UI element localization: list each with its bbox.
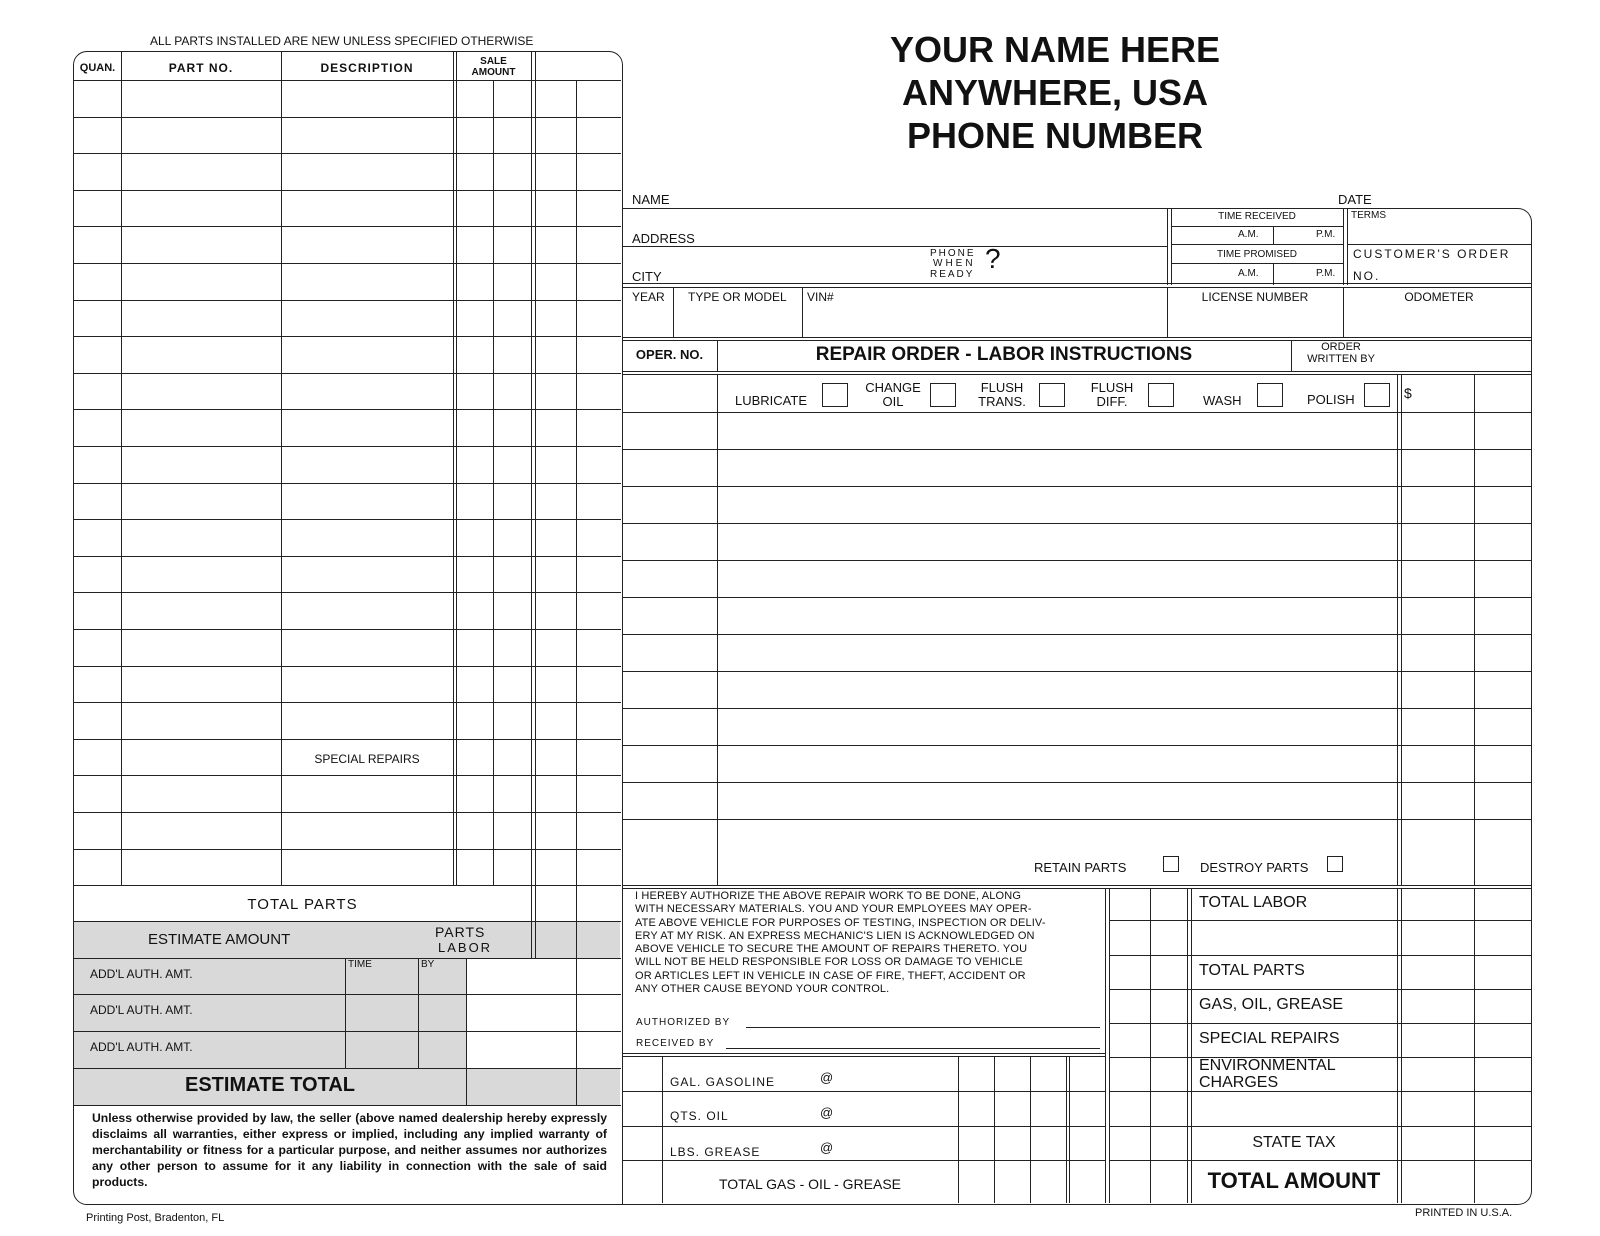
parts-description-cell[interactable]: [283, 814, 451, 847]
parts-quan-cell[interactable]: [76, 631, 119, 664]
parts-description-cell[interactable]: [283, 338, 451, 371]
parts-sale-amount-cell[interactable]: [458, 521, 529, 554]
labor-instruction-line[interactable]: [720, 747, 1395, 780]
name-label: NAME: [632, 192, 670, 207]
business-phone: PHONE NUMBER: [906, 115, 1203, 156]
parts-row-divider: [74, 666, 621, 667]
col-quan-header: QUAN.: [79, 62, 116, 74]
parts-notice: ALL PARTS INSTALLED ARE NEW UNLESS SPECIFIED OTHERWISE: [150, 34, 534, 48]
parts-row-divider: [74, 592, 621, 593]
parts-description-cell[interactable]: [283, 558, 451, 591]
parts-description-cell[interactable]: [283, 594, 451, 627]
polish-checkbox[interactable]: [1364, 383, 1390, 407]
parts-sale-amount-cell[interactable]: [458, 814, 529, 847]
type-model-label: TYPE OR MODEL: [688, 290, 787, 304]
dollar-sign: $: [1404, 385, 1412, 401]
state-tax-value[interactable]: [1402, 1127, 1530, 1159]
retain-parts-label: RETAIN PARTS: [1034, 860, 1127, 875]
parts-sale-amount-cell[interactable]: [458, 192, 529, 225]
parts-description-cell[interactable]: [283, 851, 451, 884]
date-label: DATE: [1338, 192, 1372, 207]
parts-partno-cell[interactable]: [123, 558, 279, 591]
parts-partno-cell[interactable]: [123, 814, 279, 847]
parts-partno-cell[interactable]: [123, 741, 279, 774]
parts-row-divider: [74, 263, 621, 264]
parts-row-divider: [74, 336, 621, 337]
authorization-line: ATE ABOVE VEHICLE FOR PURPOSES OF TESTING, INSPECTION OR DELIV-: [635, 916, 1046, 929]
parts-description-cell[interactable]: [283, 265, 451, 298]
gas-oil-grease-label: GAS, OIL, GREASE: [1199, 996, 1344, 1013]
flush-trans-label-2: TRANS.: [978, 394, 1026, 409]
phone-when-ready-2: WHEN: [933, 258, 976, 269]
labor-row-divider: [622, 486, 1531, 487]
parts-description-cell[interactable]: [283, 375, 451, 408]
parts-partno-cell[interactable]: [123, 448, 279, 481]
parts-sale-amount-cell[interactable]: [458, 228, 529, 261]
labor-row-divider: [622, 671, 1531, 672]
gasoline-label: GAL. GASOLINE: [670, 1075, 776, 1089]
parts-quan-cell[interactable]: [76, 704, 119, 737]
addl-auth-label-2: ADD'L AUTH. AMT.: [90, 1003, 193, 1017]
city-label: CITY: [632, 269, 662, 284]
parts-row-divider: [74, 702, 621, 703]
parts-partno-cell[interactable]: [123, 192, 279, 225]
by-label: BY: [421, 959, 435, 970]
flush-trans-checkbox[interactable]: [1039, 383, 1065, 407]
parts-sale-amount-cell[interactable]: [458, 851, 529, 884]
labor-instruction-line[interactable]: [720, 784, 1395, 817]
authorization-line: ABOVE VEHICLE TO SECURE THE AMOUNT OF REPAIRS THERETO. YOU: [635, 943, 1028, 956]
labor-instructions-title: REPAIR ORDER - LABOR INSTRUCTIONS: [815, 344, 1193, 365]
authorization-line: ERY AT MY RISK. AN EXPRESS MECHANIC'S LIEN IS ACKNOWLEDGED ON: [635, 929, 1035, 942]
received-by-signature[interactable]: [726, 1031, 1100, 1048]
labor-instruction-line[interactable]: [720, 451, 1395, 484]
oil-label: QTS. OIL: [670, 1109, 729, 1123]
parts-quan-cell[interactable]: [76, 485, 119, 518]
parts-description-cell[interactable]: [283, 302, 451, 335]
labor-row-divider: [622, 708, 1531, 709]
flush-trans-label: FLUSH: [980, 380, 1024, 395]
parts-sale-amount-cell[interactable]: [458, 741, 529, 774]
parts-description-cell[interactable]: [283, 411, 451, 444]
parts-quan-cell[interactable]: [76, 155, 119, 188]
gasoline-at: @: [820, 1070, 834, 1085]
special-repairs-label: SPECIAL REPAIRS: [314, 752, 420, 766]
parts-row-divider: [74, 300, 621, 301]
labor-instruction-line[interactable]: [720, 636, 1395, 669]
time-promised-pm: P.M.: [1316, 268, 1336, 279]
parts-partno-cell[interactable]: [123, 82, 279, 115]
estimate-amount-band-right: [538, 921, 620, 958]
environmental-charges-value[interactable]: [1402, 1058, 1530, 1090]
parts-quan-cell[interactable]: [76, 814, 119, 847]
parts-row-divider: [74, 409, 621, 410]
time-received-am: A.M.: [1238, 229, 1259, 240]
parts-quan-cell[interactable]: [76, 338, 119, 371]
parts-partno-cell[interactable]: [123, 485, 279, 518]
addl-auth-label-1: ADD'L AUTH. AMT.: [90, 967, 193, 981]
license-number-label: LICENSE NUMBER: [1201, 290, 1309, 304]
parts-description-cell[interactable]: [283, 631, 451, 664]
wash-checkbox[interactable]: [1257, 383, 1283, 407]
authorization-line: ANY OTHER CAUSE BEYOND YOUR CONTROL.: [635, 983, 890, 996]
parts-sale-amount-cell[interactable]: [458, 265, 529, 298]
parts-quan-cell[interactable]: [76, 448, 119, 481]
phone-question-mark: ?: [985, 243, 1001, 274]
parts-partno-cell[interactable]: [123, 265, 279, 298]
parts-sale-amount-cell[interactable]: [458, 558, 529, 591]
parts-quan-cell[interactable]: [76, 192, 119, 225]
parts-quan-cell[interactable]: [76, 668, 119, 701]
labor-row-divider: [622, 597, 1531, 598]
gas-oil-grease-value[interactable]: [1402, 990, 1530, 1022]
parts-row-divider: [74, 739, 621, 740]
parts-partno-cell[interactable]: [123, 631, 279, 664]
parts-sale-amount-cell[interactable]: [458, 302, 529, 335]
authorization-line: WITH NECESSARY MATERIALS. YOU AND YOUR EMPLOYEES MAY OPER-: [635, 903, 1032, 916]
parts-partno-cell[interactable]: [123, 521, 279, 554]
parts-partno-cell[interactable]: [123, 851, 279, 884]
vin-label: VIN#: [807, 290, 834, 304]
parts-sale-amount-cell[interactable]: [458, 375, 529, 408]
order-no-label: NO.: [1353, 269, 1381, 283]
business-city: ANYWHERE, USA: [901, 72, 1209, 113]
col-part-no-header: PART NO.: [168, 61, 234, 75]
parts-sale-amount-cell[interactable]: [458, 411, 529, 444]
flush-diff-label: FLUSH: [1090, 380, 1134, 395]
parts-row-divider: [74, 153, 621, 154]
time-label: TIME: [348, 959, 372, 970]
labor-row-divider: [622, 412, 1531, 413]
oil-at: @: [820, 1105, 834, 1120]
flush-diff-label-2: DIFF.: [1096, 394, 1128, 409]
parts-sale-amount-cell[interactable]: [458, 485, 529, 518]
addl-auth-label-3: ADD'L AUTH. AMT.: [90, 1040, 193, 1054]
parts-sale-amount-cell[interactable]: [458, 631, 529, 664]
authorization-line: I HEREBY AUTHORIZE THE ABOVE REPAIR WORK TO BE DONE, ALONG: [635, 890, 1022, 902]
labor-instruction-line[interactable]: [720, 599, 1395, 632]
estimate-parts-label: PARTS: [435, 924, 486, 940]
parts-sale-amount-cell[interactable]: [458, 448, 529, 481]
estimate-amount-label: ESTIMATE AMOUNT: [148, 931, 291, 948]
labor-instruction-line[interactable]: [720, 710, 1395, 743]
destroy-parts-checkbox[interactable]: [1327, 856, 1343, 872]
parts-sale-amount-cell[interactable]: [458, 119, 529, 152]
labor-row-divider: [622, 819, 1531, 820]
total-parts-amount-value[interactable]: [1402, 956, 1530, 988]
total-labor-value[interactable]: [1402, 889, 1530, 919]
labor-instruction-line[interactable]: [720, 562, 1395, 595]
phone-when-ready-3: READY: [930, 269, 975, 280]
time-promised-am: A.M.: [1238, 268, 1259, 279]
parts-row-divider: [74, 775, 621, 776]
parts-row-divider: [74, 226, 621, 227]
labor-row-divider: [622, 782, 1531, 783]
parts-row-divider: [74, 519, 621, 520]
parts-partno-cell[interactable]: [123, 155, 279, 188]
labor-row-divider: [622, 449, 1531, 450]
labor-instruction-line[interactable]: [720, 525, 1395, 558]
parts-sale-amount-cell[interactable]: [458, 594, 529, 627]
parts-quan-cell[interactable]: [76, 82, 119, 115]
order-written-by-1: ORDER: [1321, 341, 1361, 353]
labor-instruction-line[interactable]: [720, 673, 1395, 706]
terms-label: TERMS: [1351, 210, 1386, 221]
parts-description-cell[interactable]: [283, 668, 451, 701]
parts-row-divider: [74, 812, 621, 813]
parts-quan-cell[interactable]: [76, 228, 119, 261]
labor-row-divider: [622, 523, 1531, 524]
change-oil-label-2: OIL: [882, 394, 904, 409]
parts-partno-cell[interactable]: [123, 704, 279, 737]
parts-sale-amount-cell[interactable]: [458, 338, 529, 371]
parts-partno-cell[interactable]: [123, 411, 279, 444]
customers-order-label: CUSTOMER'S ORDER: [1353, 247, 1511, 261]
phone-when-ready-1: PHONE: [930, 248, 976, 259]
lubricate-checkbox[interactable]: [822, 383, 848, 407]
parts-description-cell[interactable]: [283, 448, 451, 481]
parts-sale-amount-cell[interactable]: [458, 668, 529, 701]
total-parts-value[interactable]: [536, 886, 620, 921]
total-parts-label: TOTAL PARTS: [247, 896, 358, 913]
printer-credit: Printing Post, Bradenton, FL: [86, 1212, 225, 1224]
grease-label: LBS. GREASE: [670, 1145, 761, 1159]
change-oil-label: CHANGE: [865, 380, 921, 395]
parts-row-divider: [74, 373, 621, 374]
col-sale-amount-header: SALE: [480, 56, 507, 67]
retain-parts-checkbox[interactable]: [1163, 856, 1179, 872]
parts-quan-cell[interactable]: [76, 594, 119, 627]
authorization-line: WILL NOT BE HELD RESPONSIBLE FOR LOSS OR DAMAGE TO VEHICLE: [635, 956, 1023, 969]
total-amount-label: TOTAL AMOUNT: [1207, 1168, 1381, 1193]
total-gas-oil-grease-label: TOTAL GAS - OIL - GREASE: [718, 1176, 902, 1192]
flush-diff-checkbox[interactable]: [1148, 383, 1174, 407]
parts-row-divider: [74, 556, 621, 557]
parts-partno-cell[interactable]: [123, 668, 279, 701]
order-written-by-2: WRITTEN BY: [1307, 353, 1375, 365]
parts-quan-cell[interactable]: [76, 119, 119, 152]
parts-row-divider: [74, 483, 621, 484]
parts-description-cell[interactable]: [283, 485, 451, 518]
environmental-charges-label-2: CHARGES: [1199, 1074, 1279, 1091]
parts-sale-amount-cell[interactable]: [458, 704, 529, 737]
parts-quan-cell[interactable]: [76, 302, 119, 335]
parts-row-divider: [74, 629, 621, 630]
labor-instruction-line[interactable]: [720, 414, 1395, 447]
authorization-text: [635, 890, 1100, 996]
labor-row-divider: [622, 745, 1531, 746]
parts-partno-cell[interactable]: [123, 302, 279, 335]
parts-partno-cell[interactable]: [123, 119, 279, 152]
warranty-disclaimer: Unless otherwise provided by law, the seller (above named dealership hereby expressly disclaims all warranties, either express or implied, including any implied warranty of merchantability or fitness for a particular purpose, and neither assumes nor authorizes any other person to assume for it any liability in connection with the sale of said products.: [92, 1111, 607, 1189]
parts-quan-cell[interactable]: [76, 521, 119, 554]
parts-description-cell[interactable]: [283, 228, 451, 261]
parts-description-cell[interactable]: [283, 119, 451, 152]
environmental-charges-label: ENVIRONMENTAL: [1199, 1057, 1336, 1074]
business-name: YOUR NAME HERE: [889, 29, 1221, 70]
parts-description-cell[interactable]: [283, 777, 451, 810]
state-tax-label: STATE TAX: [1252, 1134, 1336, 1151]
time-received-pm: P.M.: [1316, 229, 1336, 240]
parts-partno-cell[interactable]: [123, 375, 279, 408]
change-oil-checkbox[interactable]: [930, 383, 956, 407]
parts-description-cell[interactable]: [283, 521, 451, 554]
authorized-by-signature[interactable]: [746, 1010, 1100, 1027]
parts-quan-cell[interactable]: [76, 558, 119, 591]
name-field[interactable]: [625, 210, 1165, 244]
special-repairs-value[interactable]: [1402, 1024, 1530, 1056]
parts-partno-cell[interactable]: [123, 228, 279, 261]
labor-row-divider: [622, 634, 1531, 635]
time-promised-label: TIME PROMISED: [1216, 249, 1297, 260]
wash-label: WASH: [1203, 393, 1242, 408]
labor-row-divider: [622, 560, 1531, 561]
parts-row-divider: [74, 849, 621, 850]
parts-quan-cell[interactable]: [76, 741, 119, 774]
parts-quan-cell[interactable]: [76, 265, 119, 298]
parts-quan-cell[interactable]: [76, 411, 119, 444]
odometer-label: ODOMETER: [1404, 290, 1474, 304]
parts-quan-cell[interactable]: [76, 777, 119, 810]
col-description-header: DESCRIPTION: [320, 61, 414, 75]
parts-description-cell[interactable]: [283, 192, 451, 225]
parts-partno-cell[interactable]: [123, 594, 279, 627]
lubricate-label: LUBRICATE: [735, 393, 807, 408]
destroy-parts-label: DESTROY PARTS: [1200, 860, 1309, 875]
parts-description-cell[interactable]: [283, 704, 451, 737]
address-field[interactable]: [625, 248, 1165, 282]
total-amount-value[interactable]: [1402, 1161, 1522, 1199]
received-by-label: RECEIVED BY: [636, 1038, 715, 1049]
grease-at: @: [820, 1140, 834, 1155]
year-label: YEAR: [632, 290, 665, 304]
parts-description-cell[interactable]: [283, 155, 451, 188]
parts-quan-cell[interactable]: [76, 375, 119, 408]
authorized-by-label: AUTHORIZED BY: [636, 1017, 731, 1028]
parts-sale-amount-cell[interactable]: [458, 155, 529, 188]
estimate-labor-label: LABOR: [438, 940, 493, 955]
totals-total-parts-label: TOTAL PARTS: [1199, 962, 1305, 979]
parts-partno-cell[interactable]: [123, 338, 279, 371]
time-received-label: TIME RECEIVED: [1218, 211, 1296, 222]
parts-row-divider: [74, 446, 621, 447]
total-labor-label: TOTAL LABOR: [1199, 894, 1308, 911]
labor-instruction-line[interactable]: [720, 488, 1395, 521]
address-label: ADDRESS: [632, 231, 695, 246]
col-sale-amount-header-2: AMOUNT: [471, 67, 516, 78]
totals-special-repairs-label: SPECIAL REPAIRS: [1199, 1030, 1340, 1047]
parts-partno-cell[interactable]: [123, 777, 279, 810]
printed-in-usa: PRINTED IN U.S.A.: [1415, 1207, 1513, 1219]
parts-sale-amount-cell[interactable]: [458, 777, 529, 810]
parts-description-cell[interactable]: [283, 82, 451, 115]
oper-no-label: OPER. NO.: [635, 347, 704, 362]
estimate-total-band-right: [466, 1068, 620, 1105]
polish-label: POLISH: [1307, 392, 1355, 407]
parts-row-divider: [74, 117, 621, 118]
parts-quan-cell[interactable]: [76, 851, 119, 884]
authorization-line: OR ARTICLES LEFT IN VEHICLE IN CASE OF FIRE, THEFT, ACCIDENT OR: [635, 969, 1026, 982]
estimate-total-label: ESTIMATE TOTAL: [185, 1074, 355, 1096]
parts-sale-amount-cell[interactable]: [458, 82, 529, 115]
parts-row-divider: [74, 190, 621, 191]
